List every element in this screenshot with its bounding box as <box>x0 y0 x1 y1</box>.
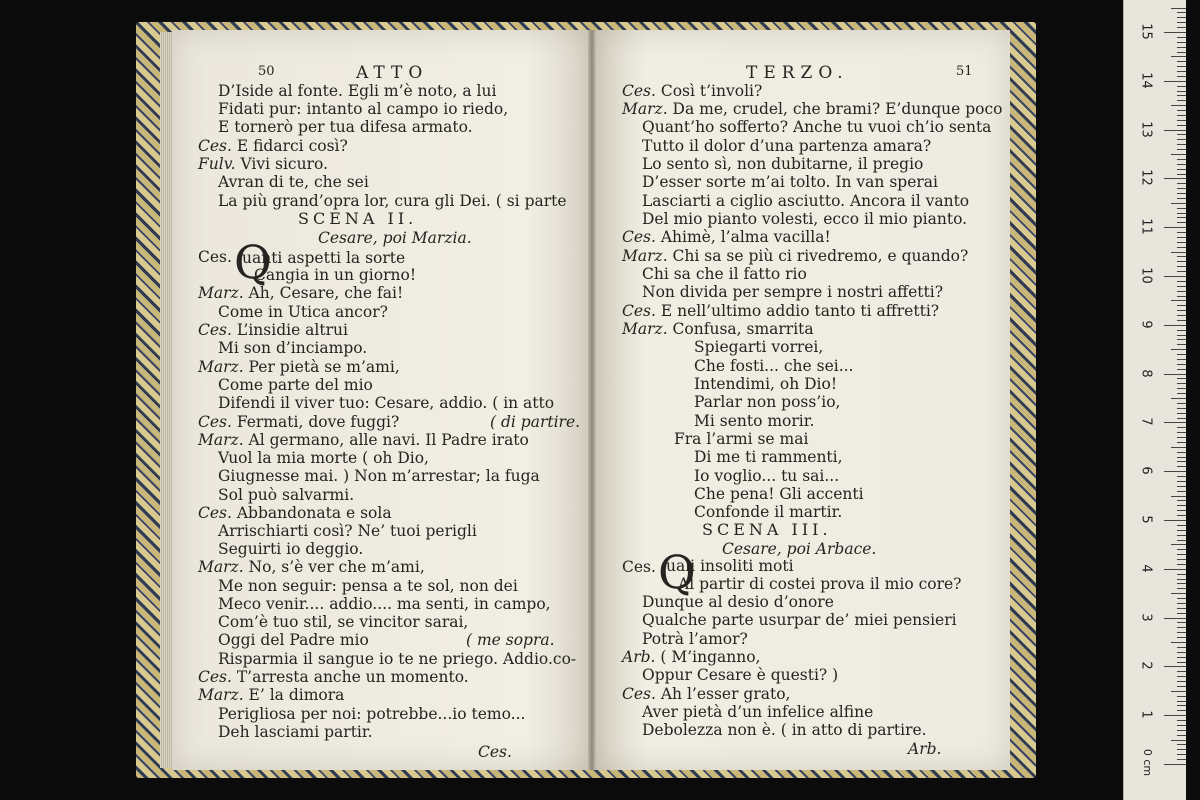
right-page-text-line: Di me ti rammenti, <box>694 448 843 466</box>
left-page-text-line: Marz. Al germano, alle navi. Il Padre irato <box>198 431 529 449</box>
ruler-tick <box>1177 657 1186 658</box>
ruler-tick <box>1177 413 1186 414</box>
left-page-text-line: Fidati pur: intanto al campo io riedo, <box>218 100 509 118</box>
ruler-tick <box>1177 632 1186 633</box>
ruler-tick <box>1177 579 1186 580</box>
ruler-tick <box>1177 183 1186 184</box>
ruler-tick <box>1177 120 1186 121</box>
ruler-tick <box>1177 164 1186 165</box>
right-page-speaker: Ces. <box>622 558 656 576</box>
book <box>136 22 1036 778</box>
left-page-text-line: Marz. Ah, Cesare, che fai! <box>198 284 404 302</box>
ruler-tick <box>1177 305 1186 306</box>
ruler-number: 2 <box>1138 661 1154 671</box>
ruler-tick <box>1177 681 1186 682</box>
ruler-number: 14 <box>1138 72 1154 89</box>
left-page-text-line: Fulv. Vivi sicuro. <box>198 155 328 173</box>
ruler-tick <box>1171 593 1186 594</box>
ruler-tick <box>1177 159 1186 160</box>
ruler-tick <box>1177 134 1186 135</box>
ruler-tick <box>1177 222 1186 223</box>
ruler-tick <box>1177 125 1186 126</box>
right-page-text-line: Marz. Da me, crudel, che brami? E’dunque poco <box>622 100 1003 118</box>
ruler-tick <box>1164 227 1186 228</box>
left-page-text-line: Seguirti io deggio. <box>218 540 364 558</box>
ruler-tick <box>1177 42 1186 43</box>
ruler-tick <box>1177 188 1186 189</box>
ruler-tick <box>1164 666 1186 667</box>
ruler-tick <box>1177 37 1186 38</box>
ruler-tick <box>1177 476 1186 477</box>
ruler-tick <box>1177 647 1186 648</box>
page-edges <box>160 32 172 768</box>
ruler-tick <box>1177 754 1186 755</box>
ruler-tick <box>1177 744 1186 745</box>
right-page-header: TERZO. <box>746 63 849 83</box>
ruler-tick <box>1177 22 1186 23</box>
right-page-text-line: Arb. ( M’inganno, <box>622 648 761 666</box>
right-page-text-line: Debolezza non è. ( in atto di partire. <box>642 721 927 739</box>
ruler-tick <box>1177 27 1186 28</box>
right-page-text-line: D’esser sorte m’ai tolto. In van sperai <box>642 173 938 191</box>
ruler <box>1123 0 1186 800</box>
ruler-number: 15 <box>1138 23 1154 40</box>
right-page-text-line: Ces. E nell’ultimo addio tanto ti affretti? <box>622 302 940 320</box>
ruler-tick <box>1171 740 1186 741</box>
ruler-number: 4 <box>1138 564 1154 573</box>
ruler-tick <box>1177 676 1186 677</box>
ruler-tick <box>1177 115 1186 116</box>
ruler-tick <box>1177 583 1186 584</box>
ruler-tick <box>1177 442 1186 443</box>
ruler-tick <box>1177 271 1186 272</box>
ruler-tick <box>1171 496 1186 497</box>
ruler-tick <box>1177 540 1186 541</box>
right-page-text-line: uali insoliti moti <box>666 557 794 575</box>
ruler-number: 12 <box>1138 169 1154 187</box>
right-page-text-line: Cesare, poi Arbace. <box>722 540 877 558</box>
left-page-text-line: Marz. Per pietà se m’ami, <box>198 358 400 376</box>
ruler-tick <box>1177 76 1186 77</box>
ruler-tick <box>1177 47 1186 48</box>
ruler-tick <box>1177 198 1186 199</box>
ruler-tick <box>1177 335 1186 336</box>
ruler-tick <box>1171 447 1186 448</box>
right-page-text-line: Potrà l’amor? <box>642 630 748 648</box>
ruler-tick <box>1164 715 1186 716</box>
ruler-number: 13 <box>1138 120 1154 138</box>
ruler-tick <box>1177 432 1186 433</box>
ruler-tick <box>1177 237 1186 238</box>
ruler-tick <box>1164 130 1186 131</box>
ruler-tick <box>1177 603 1186 604</box>
ruler-tick <box>1164 520 1186 521</box>
ruler-tick <box>1177 564 1186 565</box>
ruler-tick <box>1177 378 1186 379</box>
right-page-text-line: Oppur Cesare è questi? ) <box>642 666 839 684</box>
ruler-tick <box>1177 71 1186 72</box>
ruler-tick <box>1177 256 1186 257</box>
right-page-number: 51 <box>956 64 973 79</box>
ruler-tick <box>1177 710 1186 711</box>
ruler-number: 1 <box>1138 710 1154 719</box>
left-page-text-line: ( di partire. <box>490 413 581 431</box>
right-page-text-line: Arb. <box>908 740 942 758</box>
ruler-tick <box>1171 154 1186 155</box>
right-page-text-line: Marz. Confusa, smarrita <box>622 320 814 338</box>
left-page-text-line: Com’è tuo stil, se vincitor sarai, <box>218 613 469 631</box>
right-page-text-line: Ces. Ah l’esser grato, <box>622 685 791 703</box>
ruler-number: 7 <box>1138 417 1154 427</box>
right-page-text-line: Tutto il dolor d’una partenza amara? <box>642 137 932 155</box>
ruler-tick <box>1177 705 1186 706</box>
ruler-number: 10 <box>1138 267 1154 284</box>
left-page-text-line: Ces. E fidarci così? <box>198 137 348 155</box>
ruler-tick <box>1177 193 1186 194</box>
ruler-number: 6 <box>1138 466 1154 475</box>
ruler-tick <box>1177 427 1186 428</box>
ruler-tick <box>1177 52 1186 53</box>
ruler-tick <box>1177 369 1186 370</box>
right-page-text-line: Lasciarti a ciglio asciutto. Ancora il vanto <box>642 192 970 210</box>
ruler-tick <box>1171 105 1186 106</box>
ruler-tick <box>1177 510 1186 511</box>
ruler-tick <box>1177 686 1186 687</box>
right-page-text-line: Quant’ho sofferto? Anche tu vuoi ch’io senta <box>642 118 992 136</box>
ruler-tick <box>1177 549 1186 550</box>
ruler-number: 5 <box>1138 515 1154 524</box>
ruler-tick <box>1177 608 1186 609</box>
right-page-text-line: Marz. Chi sa se più ci rivedremo, e quando? <box>622 247 969 265</box>
ruler-tick <box>1177 213 1186 214</box>
left-page-text-line: Ces. <box>478 743 512 761</box>
ruler-tick <box>1177 149 1186 150</box>
ruler-tick <box>1171 349 1186 350</box>
ruler-tick <box>1177 247 1186 248</box>
left-page-text-line: Meco venir.... addio.... ma senti, in campo, <box>218 595 551 613</box>
right-page-text-line: Spiegarti vorrei, <box>694 338 824 356</box>
right-page-text-line: SCENA III. <box>702 520 832 539</box>
ruler-tick <box>1164 422 1186 423</box>
left-page <box>172 30 588 770</box>
left-page-text-line: Ces. T’arresta anche un momento. <box>198 668 469 686</box>
ruler-tick <box>1177 559 1186 560</box>
right-page-text-line: Che fosti... che sei... <box>694 357 854 375</box>
left-page-text-line: D’Iside al fonte. Egli m’è noto, a lui <box>218 82 497 100</box>
left-page-text-line: Giugnesse mai. ) Non m’arrestar; la fuga <box>218 467 540 485</box>
left-page-drop-cap: Q <box>234 235 272 289</box>
ruler-tick <box>1164 764 1186 765</box>
ruler-tick <box>1177 110 1186 111</box>
left-page-text-line: Risparmia il sangue io te ne priego. Addio.co- <box>218 650 577 668</box>
ruler-tick <box>1177 554 1186 555</box>
ruler-tick <box>1164 178 1186 179</box>
ruler-tick <box>1177 139 1186 140</box>
ruler-tick <box>1177 217 1186 218</box>
left-page-text-line: uanti aspetti la sorte <box>242 249 406 267</box>
ruler-tick <box>1177 266 1186 267</box>
ruler-tick <box>1177 310 1186 311</box>
ruler-tick <box>1177 696 1186 697</box>
ruler-tick <box>1177 730 1186 731</box>
ruler-tick <box>1177 388 1186 389</box>
ruler-tick <box>1177 466 1186 467</box>
ruler-tick <box>1177 364 1186 365</box>
ruler-tick <box>1177 622 1186 623</box>
ruler-tick <box>1177 491 1186 492</box>
ruler-tick <box>1177 383 1186 384</box>
left-page-text-line: Cesare, poi Marzia. <box>318 229 472 247</box>
ruler-tick <box>1177 725 1186 726</box>
ruler-tick <box>1177 95 1186 96</box>
ruler-tick <box>1177 759 1186 760</box>
right-page-text-line: Io voglio... tu sai... <box>694 467 840 485</box>
ruler-tick <box>1171 252 1186 253</box>
left-page-text-line: SCENA II. <box>298 209 418 228</box>
left-page-text-line: E tornerò per tua difesa armato. <box>218 118 473 136</box>
ruler-tick <box>1177 613 1186 614</box>
ruler-unit: 0 cm <box>1141 748 1155 777</box>
left-page-text-line: Difendi il viver tuo: Cesare, addio. ( in atto <box>218 394 555 412</box>
ruler-tick <box>1177 574 1186 575</box>
ruler-number: 3 <box>1138 612 1154 622</box>
right-page-text-line: Ces. Ahimè, l’alma vacilla! <box>622 228 831 246</box>
ruler-tick <box>1177 66 1186 67</box>
right-page-drop-cap: Q <box>658 545 696 599</box>
ruler-tick <box>1171 398 1186 399</box>
ruler-tick <box>1177 281 1186 282</box>
ruler-tick <box>1171 8 1186 9</box>
left-page-text-line: Ces. Fermati, dove fuggi? <box>198 413 400 431</box>
ruler-tick <box>1177 359 1186 360</box>
ruler-tick <box>1171 642 1186 643</box>
ruler-tick <box>1177 393 1186 394</box>
ruler-tick <box>1164 325 1186 326</box>
right-page-text-line: Dunque al desio d’onore <box>642 593 834 611</box>
left-page-speaker: Ces. <box>198 248 232 266</box>
ruler-tick <box>1177 637 1186 638</box>
ruler-tick <box>1177 652 1186 653</box>
ruler-tick <box>1177 461 1186 462</box>
ruler-tick <box>1177 437 1186 438</box>
ruler-tick <box>1177 720 1186 721</box>
ruler-tick <box>1164 374 1186 375</box>
right-page-text-line: Aver pietà d’un infelice alfine <box>642 703 874 721</box>
left-page-text-line: Perigliosa per noi: potrebbe...io temo... <box>218 705 526 723</box>
ruler-tick <box>1177 505 1186 506</box>
ruler-tick <box>1177 403 1186 404</box>
left-page-text-line: Me non seguir: pensa a te sol, non dei <box>218 577 518 595</box>
right-page-text-line: Del mio pianto volesti, ecco il mio pianto. <box>642 210 968 228</box>
ruler-tick <box>1177 530 1186 531</box>
right-page-text-line: Che pena! Gli accenti <box>694 485 864 503</box>
ruler-tick <box>1177 261 1186 262</box>
left-page-text-line: Ces. Abbandonata e sola <box>198 504 392 522</box>
ruler-tick <box>1177 671 1186 672</box>
right-page-text-line: Intendimi, oh Dio! <box>694 375 838 393</box>
left-page-header: ATTO <box>356 63 429 83</box>
right-page-text-line: Non divida per sempre i nostri affetti? <box>642 283 944 301</box>
gutter <box>588 30 596 770</box>
ruler-tick <box>1177 169 1186 170</box>
left-page-text-line: Arrischiarti così? Ne’ tuoi perigli <box>218 522 477 540</box>
ruler-tick <box>1177 452 1186 453</box>
ruler-tick <box>1177 354 1186 355</box>
ruler-number: 11 <box>1138 218 1154 235</box>
ruler-number: 9 <box>1138 320 1154 329</box>
left-page-text-line: Deh lasciami partir. <box>218 723 373 741</box>
ruler-tick <box>1177 408 1186 409</box>
ruler-tick <box>1177 61 1186 62</box>
left-page-text-line: Ces. L’insidie altrui <box>198 321 348 339</box>
ruler-tick <box>1177 598 1186 599</box>
ruler-tick <box>1177 86 1186 87</box>
left-page-text-line: ( me sopra. <box>466 631 555 649</box>
ruler-tick <box>1164 569 1186 570</box>
ruler-tick <box>1177 174 1186 175</box>
ruler-tick <box>1177 525 1186 526</box>
ruler-tick <box>1177 735 1186 736</box>
left-page-text-line: Marz. E’ la dimora <box>198 686 345 704</box>
ruler-tick <box>1177 91 1186 92</box>
left-page-text-line: Avran di te, che sei <box>218 173 369 191</box>
ruler-tick <box>1177 12 1186 13</box>
ruler-tick <box>1177 320 1186 321</box>
ruler-tick <box>1177 588 1186 589</box>
right-page-text-line: Parlar non poss’io, <box>694 393 841 411</box>
left-page-text-line: Come parte del mio <box>218 376 373 394</box>
ruler-tick <box>1171 544 1186 545</box>
left-page-text-line: Mi son d’inciampo. <box>218 339 368 357</box>
ruler-tick <box>1177 749 1186 750</box>
ruler-tick <box>1177 330 1186 331</box>
ruler-tick <box>1171 203 1186 204</box>
ruler-tick <box>1177 232 1186 233</box>
left-page-text-line: Cangia in un giorno! <box>254 266 417 284</box>
ruler-tick <box>1177 100 1186 101</box>
ruler-tick <box>1171 691 1186 692</box>
ruler-tick <box>1164 32 1186 33</box>
ruler-tick <box>1177 418 1186 419</box>
ruler-number: 8 <box>1138 368 1154 378</box>
ruler-tick <box>1177 339 1186 340</box>
ruler-tick <box>1171 300 1186 301</box>
ruler-tick <box>1177 627 1186 628</box>
right-page-text-line: Ces. Così t’involi? <box>622 82 763 100</box>
left-page-text-line: Come in Utica ancor? <box>218 303 388 321</box>
left-page-text-line: Sol può salvarmi. <box>218 486 355 504</box>
right-page-text-line: Lo sento sì, non dubitarne, il pregio <box>642 155 924 173</box>
ruler-tick <box>1164 81 1186 82</box>
left-page-text-line: Oggi del Padre mio <box>218 631 369 649</box>
ruler-tick <box>1177 144 1186 145</box>
ruler-tick <box>1177 662 1186 663</box>
ruler-tick <box>1177 500 1186 501</box>
ruler-tick <box>1177 208 1186 209</box>
ruler-tick <box>1177 457 1186 458</box>
ruler-tick <box>1171 56 1186 57</box>
right-page-text-line: Qualche parte usurpar de’ miei pensieri <box>642 611 957 629</box>
right-page-text-line: Fra l’armi se mai <box>674 430 809 448</box>
right-page-text-line: Al partir di costei prova il mio core? <box>678 575 962 593</box>
right-page-text-line: Confonde il martir. <box>694 503 843 521</box>
ruler-tick <box>1177 481 1186 482</box>
ruler-tick <box>1177 286 1186 287</box>
ruler-tick <box>1177 344 1186 345</box>
ruler-tick <box>1164 618 1186 619</box>
left-page-text-line: Vuol la mia morte ( oh Dio, <box>218 449 429 467</box>
left-page-text-line: Marz. No, s’è ver che m’ami, <box>198 558 425 576</box>
ruler-tick <box>1177 296 1186 297</box>
ruler-tick <box>1177 701 1186 702</box>
ruler-tick <box>1177 315 1186 316</box>
ruler-tick <box>1164 276 1186 277</box>
right-page <box>596 30 1010 770</box>
right-page-text-line: Mi sento morir. <box>694 412 815 430</box>
left-page-text-line: La più grand’opra lor, cura gli Dei. ( si parte <box>218 192 567 210</box>
ruler-tick <box>1177 17 1186 18</box>
ruler-tick <box>1177 515 1186 516</box>
ruler-tick <box>1177 535 1186 536</box>
left-page-number: 50 <box>258 64 275 79</box>
ruler-tick <box>1177 486 1186 487</box>
right-page-text-line: Chi sa che il fatto rio <box>642 265 807 283</box>
ruler-tick <box>1177 291 1186 292</box>
ruler-tick <box>1164 471 1186 472</box>
ruler-tick <box>1177 242 1186 243</box>
